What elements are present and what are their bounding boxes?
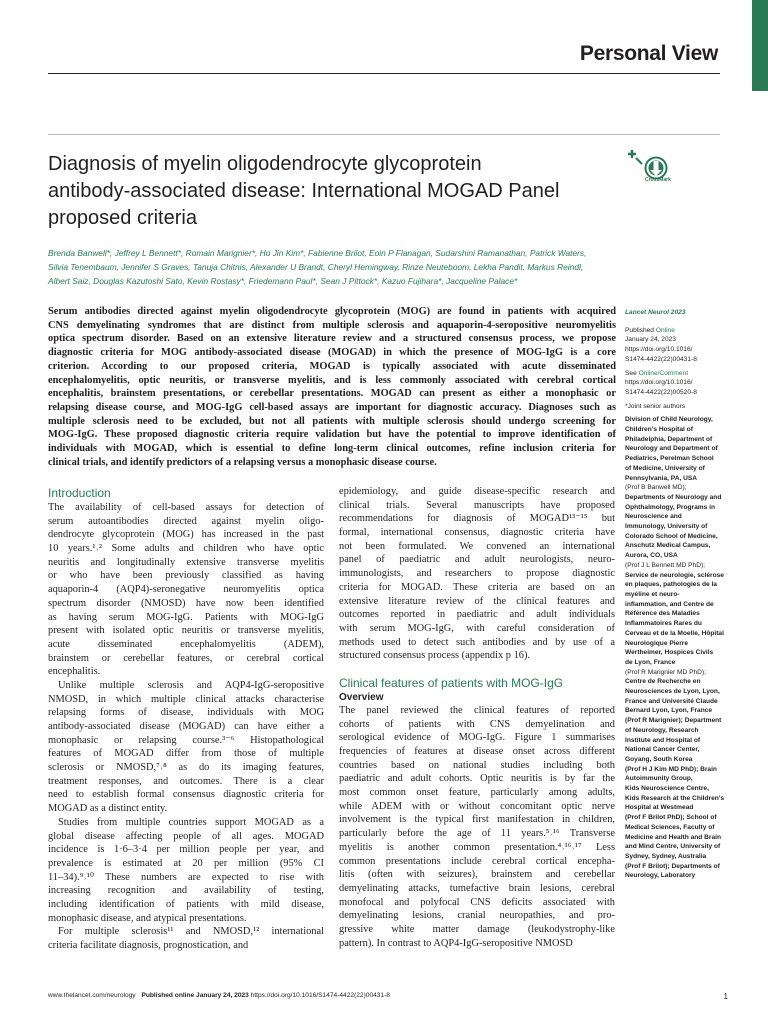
doi-link[interactable]: https://doi.org/10.1016/ [625,346,693,354]
abstract-line: encephalitis, brainstem presentations, or cerebellar presentations. MOGAD can present as either a monophasic or [48,388,616,400]
abstract-line: individuals with MOGAD, which is essential to define long-term clinical outcomes, refine inclusion criteria for [48,443,616,455]
affiliation-line: Neurologique Pierre [625,639,689,647]
affiliation-line: Neuroscience and [625,513,682,521]
text-line: most common onset feature, particularly among adults, [339,787,615,799]
affiliation-line: Wertheimer, Hospices Civils [625,649,714,657]
text-line: 11–34).⁹˒¹⁰ These numbers are expected to rise with [48,871,324,883]
affiliation-line: Neurology and Department of [625,445,718,453]
affiliation-line: Hospital at Westmead [625,804,694,812]
title-line: antibody-associated disease: International MOGAD Panel [48,180,560,202]
affiliation-line: of Medicine, University of [625,464,705,472]
affiliation-line: Institute and Hospital of [625,736,701,744]
text-line: relapsing forms of disease, individuals with MOG [48,707,324,719]
text-line: dendrocyte glycoprotein (MOG) has increased in the past [48,529,324,541]
abstract-line: diagnostic criteria for MOG antibody-associated disease (MOGAD) in which the presence of MOG-IgG is a core [48,347,616,359]
see-comment-link[interactable]: Online/Comment [638,369,689,377]
text-line: encephalitis. [48,666,101,678]
affiliation-line: Departments of Neurology and [625,493,722,501]
affiliation-line: Medical Sciences, Faculty of [625,823,715,831]
text-line: demyelinating attacks, tumefactive brain lesions, cerebral [339,882,615,894]
text-line: aquaporin-4 (AQP4)-seronegative neuromyelitis optica [48,584,324,596]
abstract-line: multiple sclerosis need to be excluded, but not all patients with multiple sclerosis should undergo screening for [48,415,616,427]
page-number: 1 [723,992,728,1001]
text-line: serum autoantibodies directed against myelin oligo- [48,515,324,527]
affiliation-line: Référence des Maladies [625,610,700,618]
text-line: Studies from multiple countries support MOGAD as a [58,816,324,828]
doi-link[interactable]: S1474-4422(22)00431-8 [625,355,697,363]
abstract-line: Serum antibodies directed against myelin oligodendrocyte glycoprotein (MOG) are found in patients with acquired [48,306,616,317]
joint-senior-note: *Joint senior authors [625,402,686,410]
text-line: acute disseminated encephalomyelitis (ADEM), [48,638,324,650]
text-line: methods used to detect such antibodies and by use of a [339,636,615,648]
text-line: antibody-associated disease (MOGAD) can have either a [48,721,324,732]
text-line: criteria facilitate diagnosis, prognostication, and [48,940,249,951]
published-line [625,326,745,336]
text-line: not been formulated. We convened an international [339,540,615,552]
abstract [48,305,616,469]
page-footer [48,992,728,999]
affiliation-line: Division of Child Neurology, [625,416,713,424]
text-line: The availability of cell-based assays for detection of [48,502,324,513]
introduction-continued-text [339,485,615,663]
text-line: MOGAD as a distinct entity. [48,803,168,815]
abstract-line: encephalomyelitis, optic neuritis, or transverse myelitis, and is less commonly associated with cerebral cortical [48,374,616,386]
text-line: brainstem or cerebellar features, or cerebral cortical [48,652,324,664]
section-gap [339,663,615,675]
abstract-line: criterion. According to our proposed criteria, MOGAD is typically associated with acute disseminated [48,360,616,372]
journal-color-bar [752,0,768,91]
text-line: spectrum disorder (NMOSD) have now been identified [48,597,324,609]
author-list [48,246,620,288]
affiliation-line: Centre de Recherche en [625,678,701,686]
affiliation-line: (Prof R Marignier MD PhD); [625,668,706,676]
affiliation-line: Ophthalmology, Programs in [625,503,716,511]
affiliation-line: Sydney, Sydney, Australia [625,852,707,860]
text-line: pattern). In contrast to AQP4-IgG-seropositive NMOSD [339,937,573,949]
affiliation-line: Inflammatoires Rares du [625,620,702,628]
author-line: Silvia Tenembaum, Jennifer S Graves, Tanuja Chitnis, Alexander U Brandt, Cheryl Hemingway, Rinze Neuteboom, Lekha Pandit, Markus Reindl, [48,262,584,272]
text-line: For multiple sclerosis¹¹ and NMOSD,¹² international [58,926,324,938]
text-line: with serum MOG-IgG, with careful consideration of [339,622,615,634]
affiliation-line: Kids Neuroscience Centre, [625,785,709,793]
text-line: as having serum MOG-IgG. Patients with MOG-IgG [48,611,324,623]
text-line: epidemiology, and guide disease-specific research and [339,486,615,497]
text-line: litis (often with seizures), brainstem and cerebellar [339,869,615,881]
text-line: panel of paediatric and adult neurologists, neuro- [339,554,615,566]
see-comment-line [625,369,745,379]
affiliation-line: and Mind Centre, University of [625,843,721,851]
text-line: need to establish formal consensus diagnostic criteria for [48,789,324,801]
text-line: clinical trials. Several manuscripts have proposed [339,499,615,511]
text-line: monofocal and polyfocal CNS deficits associated with [339,896,615,908]
affiliation-line: de Lyon, France [625,658,676,666]
footer-site-link[interactable]: www.thelancet.com/neurology [48,992,136,999]
affiliation-line: inflammation, and Centre de [625,600,714,608]
article-title [48,151,608,232]
text-line: particularly before the age of 11 years.⁵˒¹⁶ Transverse [339,828,615,840]
journal-citation: Lancet Neurol 2023 [625,309,686,316]
text-line: sclerosis or NMOSD,⁷˒⁸ as do its imaging features, [48,762,324,774]
text-line: features of MOGAD differ from those of multiple [48,748,324,760]
text-line: 10 years.¹˒² Some adults and children who have optic [48,543,324,555]
body-column-left [48,485,324,953]
introduction-text [48,501,324,953]
text-line: treatment responses, and outcomes. There is a clear [48,775,324,787]
abstract-line: MOG-IgG. These proposed diagnostic criteria require validation but have the potential to improve identification of [48,429,616,441]
title-line: Diagnosis of myelin oligodendrocyte glycoprotein [48,153,482,175]
text-line: monophasic disease, and atypical presentations. [48,912,247,924]
comment-doi-link[interactable]: S1474-4422(22)00520-8 [625,388,697,396]
comment-doi-link[interactable]: https://doi.org/10.1016/ [625,379,693,387]
footer-doi[interactable]: https://doi.org/10.1016/S1474-4422(22)00431-8 [250,992,390,999]
affiliation-line: (Prof F Brilot PhD); School of [625,814,717,822]
text-line: extensive literature review of the clinical features and [339,595,615,607]
affiliation-line: Medicine and Health and Brain [625,833,721,841]
clinical-features-heading: Clinical features of patients with MOG-IgG [339,675,564,690]
text-line: The panel reviewed the clinical features of reported [339,704,615,716]
abstract-line: relapsing disease course, and MOG-IgG cell-based assays are important for diagnostic accuracy. Diagnoses such as [48,401,616,413]
affiliation-line: Pennsylvania, PA, USA [625,474,698,482]
abstract-line: CNS demyelinating syndromes that are distinct from multiple sclerosis and aquaporin-4-seropositive neuromyelitis [48,319,616,331]
affiliation-line: Bernard Lyon, Lyon, France [625,707,713,715]
affiliation-line: (Prof F Brilot); Departments of [625,862,720,870]
affiliation-line: Autoimmunity Group, [625,775,693,783]
affiliation-line: Service de neurologie, sclérose [625,571,724,579]
abstract-line: optica spectrum disorder. Based on an extensive literature review and a structured consensus process, we propose [48,333,616,345]
abstract-line: clinical trials, and identify predictors of a relapsing versus a monophasic disease course. [48,456,437,468]
text-line: demyelinating lesions, cranial neuropathies, and pro- [339,910,615,922]
affiliation-line: myéline et neuro- [625,590,680,598]
text-line: while ADEM with or without concomitant optic nerve [339,800,615,812]
text-line: serological evidence of MOG-IgG. Figure 1 summarises [339,732,615,744]
crossmark-icon[interactable] [622,148,676,192]
header-divider [48,73,720,74]
text-line: common presentations include cerebral cortical encepha- [339,855,615,867]
affiliation-line: Goyang, South Korea [625,755,693,763]
text-line: formal, international consensus, diagnostic criteria have [339,527,615,539]
publication-date: January 24, 2023 [625,336,676,344]
affiliation-line: en plaques, pathologies de la [625,581,717,589]
affiliation-line: Immunology, University of [625,523,708,531]
text-line: countries based on national studies including both [339,759,615,771]
article-info-sidebar [625,308,745,881]
text-line: NMOSD, in which multiple clinical attacks characterise [48,693,324,705]
affiliation-line: National Cancer Center, [625,746,700,754]
text-line: neuritis and longitudinally extensive transverse myelitis [48,556,324,568]
affiliation-line: (Prof J L Bennett MD PhD); [625,561,706,569]
crossmark-label: CrossMark [645,177,671,183]
affiliation-line: Cerveau et de la Moelle, Hôpital [625,629,724,637]
published-online-link[interactable]: Online [655,326,675,334]
overview-heading: Overview [339,691,384,703]
text-line: outcomes reported in paediatric and adult individuals [339,609,615,621]
affiliation-line: France and Université Claude [625,697,718,705]
text-line: involvement is the typical first manifestation in children, [339,814,615,826]
text-line: structured consensus process (appendix p 16). [339,650,531,662]
text-line: gressive white matter damage (leukodystrophy-like [339,923,615,935]
see-label: See [625,369,637,377]
author-line: Brenda Banwell*, Jeffrey L Bennett*, Romain Marignier*, Ho Jin Kim*, Fabienne Brilot, Eoin P Flanagan, Sudarshini Ramanathan, Patrick Waters, [48,248,587,258]
text-line: or who have been previously classified as having [48,570,324,582]
affiliation-line: Children’s Hospital of [625,426,693,434]
text-line: incidence is 1·6–3·4 per million people per year, and [48,844,324,856]
text-line: cohorts of patients with CNS demyelination and [339,718,615,730]
footer-published: Published online January 24, 2023 [141,992,249,999]
text-line: increasing recognition and availability of testing, [48,885,324,897]
text-line: global disease affecting people of all ages. MOGAD [48,830,324,842]
text-line: Unlike multiple sclerosis and AQP4-IgG-seropositive [58,679,324,691]
affiliation-line: of Neurology, Research [625,726,699,734]
affiliation-line: Kids Research at the Children’s [625,794,725,802]
title-line: proposed criteria [48,207,197,229]
affiliation-line: Aurora, CO, USA [625,552,678,560]
section-title: Personal View [579,42,718,65]
overview-text [339,704,615,950]
published-label: Published [625,326,654,334]
affiliation-line: Neurology, Laboratory [625,872,696,880]
text-line: recommendations for diagnosis of MOGAD¹³⁻¹⁵ but [339,513,615,525]
affiliation-line: Colorado School of Medicine, [625,532,718,540]
affiliation-line: Pediatrics, Perelman School [625,455,714,463]
title-divider [48,134,720,135]
affiliation-line: Anschutz Medical Campus, [625,542,711,550]
affiliations [625,415,745,881]
text-line: present with isolated optic neuritis or transverse myelitis, [48,625,324,637]
affiliation-line: (Prof R Marignier); Department [625,717,722,725]
text-line: paediatric and adult cohorts. Optic neuritis is by far the [339,773,615,785]
affiliation-line: (Prof B Banwell MD); [625,484,687,492]
affiliation-line: Neurosciences de Lyon, Lyon, [625,688,720,696]
text-line: monophasic or relapsing course.³⁻⁶ Histopathological [48,734,324,746]
text-line: including identification of patients with mild disease, [48,898,324,910]
text-line: criteria for MOGAD. These criteria are based on an [339,581,615,593]
body-column-middle [339,485,615,950]
affiliation-line: (Prof H J Kim MD PhD); Brain [625,765,717,773]
text-line: prevalence is estimated at 20 per million (95% CI [48,857,324,869]
introduction-heading: Introduction [48,486,111,500]
sidebar-gap [625,318,745,326]
text-line: immunologists, and researchers to propose diagnostic [339,568,615,580]
text-line: myelitis is another common presentation.⁴˒¹⁶˒¹⁷ Less [339,841,615,853]
author-line: Albert Saiz, Douglas Kazutoshi Sato, Kevin Rostasy*, Friedemann Paul*, Sean J Pittock*, Kazuo Fujihara*, Jacqueline Palace* [48,276,518,286]
affiliation-line: Philadelphia, Department of [625,435,713,443]
text-line: frequencies of features at disease onset across different [339,746,615,757]
